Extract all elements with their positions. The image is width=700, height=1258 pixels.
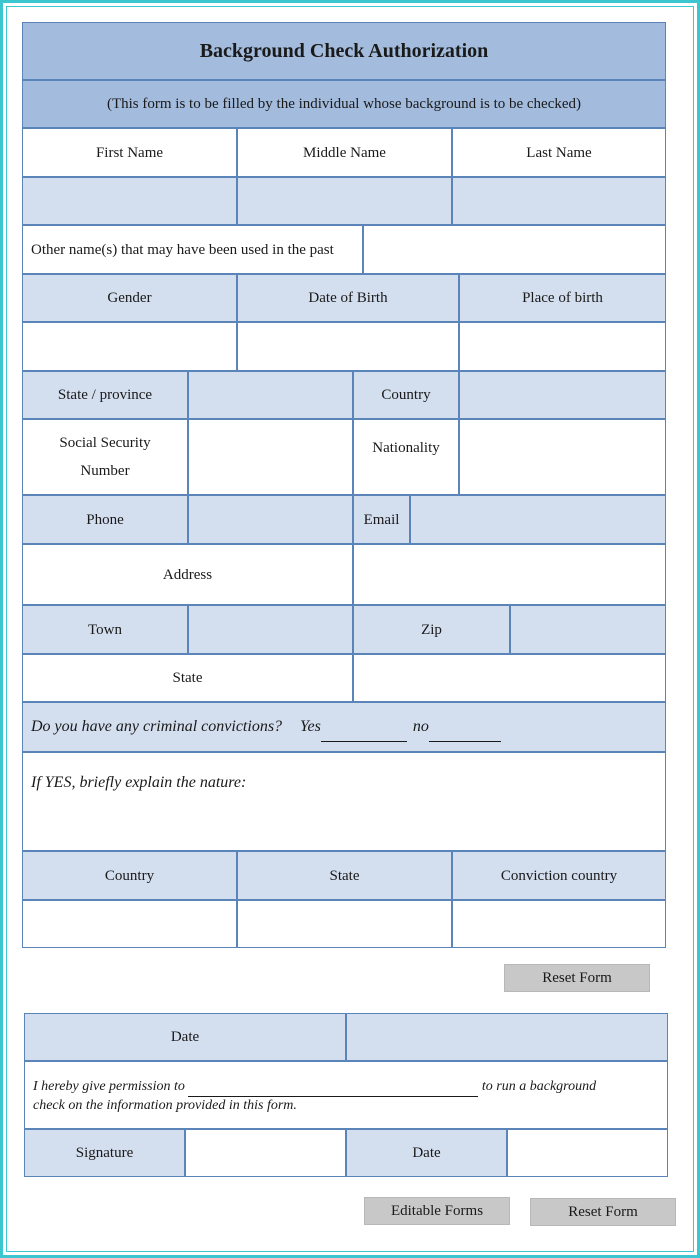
phone-input[interactable] [188, 495, 353, 544]
address-label: Address [22, 544, 353, 605]
first-name-label: First Name [22, 128, 237, 177]
ssn-input[interactable] [188, 419, 353, 495]
address-input[interactable] [353, 544, 666, 605]
last-name-label: Last Name [452, 128, 666, 177]
convictions-question: Do you have any criminal convictions? [31, 718, 283, 735]
form-subtitle: (This form is to be filled by the individual whose background is to be checked) [22, 80, 666, 128]
state-province-input[interactable] [188, 371, 353, 419]
auth-date-label: Date [24, 1013, 346, 1061]
place-of-birth-label: Place of birth [459, 274, 666, 322]
conviction-state-header: State [237, 851, 452, 900]
place-of-birth-input[interactable] [459, 322, 666, 371]
convictions-question-row [22, 702, 666, 752]
other-names-input[interactable] [363, 225, 666, 274]
explain-area[interactable] [22, 752, 666, 851]
state-input[interactable] [353, 654, 666, 702]
permission-text [24, 1061, 668, 1129]
signature-date-input[interactable] [507, 1129, 668, 1177]
permission-suffix: to run a background [481, 1079, 597, 1094]
permission-blank[interactable] [188, 1078, 478, 1097]
conviction-country2-input[interactable] [452, 900, 666, 948]
dob-input[interactable] [237, 322, 459, 371]
town-input[interactable] [188, 605, 353, 654]
convictions-no-label: no [412, 718, 429, 735]
form-title: Background Check Authorization [22, 22, 666, 80]
ssn-label: Social Security Number [22, 419, 188, 495]
conviction-country-header: Country [22, 851, 237, 900]
nationality-input[interactable] [459, 419, 666, 495]
zip-label: Zip [353, 605, 510, 654]
state-label: State [22, 654, 353, 702]
convictions-yes-blank[interactable] [321, 713, 407, 742]
other-names-label: Other name(s) that may have been used in the past [22, 225, 363, 274]
middle-name-label: Middle Name [237, 128, 452, 177]
middle-name-input[interactable] [237, 177, 452, 225]
first-name-input[interactable] [22, 177, 237, 225]
convictions-yes-label: Yes [300, 718, 321, 735]
signature-label: Signature [24, 1129, 185, 1177]
convictions-no-blank[interactable] [429, 713, 501, 742]
gender-input[interactable] [22, 322, 237, 371]
country-label: Country [353, 371, 459, 419]
email-label: Email [353, 495, 410, 544]
conviction-country2-header: Conviction country [452, 851, 666, 900]
conviction-country-input[interactable] [22, 900, 237, 948]
signature-input[interactable] [185, 1129, 346, 1177]
dob-label: Date of Birth [237, 274, 459, 322]
explain-label: If YES, briefly explain the nature: [31, 774, 247, 791]
permission-prefix: I hereby give permission to [33, 1079, 185, 1094]
conviction-state-input[interactable] [237, 900, 452, 948]
auth-date-input[interactable] [346, 1013, 668, 1061]
zip-input[interactable] [510, 605, 666, 654]
reset-form-button[interactable]: Reset Form [504, 964, 650, 992]
country-input[interactable] [459, 371, 666, 419]
gender-label: Gender [22, 274, 237, 322]
nationality-label: Nationality [353, 419, 459, 495]
email-input[interactable] [410, 495, 666, 544]
reset-form-bottom-button[interactable]: Reset Form [530, 1198, 676, 1226]
editable-forms-button[interactable]: Editable Forms [364, 1197, 510, 1225]
permission-line2: check on the information provided in this form. [33, 1098, 297, 1113]
signature-date-label: Date [346, 1129, 507, 1177]
state-province-label: State / province [22, 371, 188, 419]
last-name-input[interactable] [452, 177, 666, 225]
phone-label: Phone [22, 495, 188, 544]
town-label: Town [22, 605, 188, 654]
